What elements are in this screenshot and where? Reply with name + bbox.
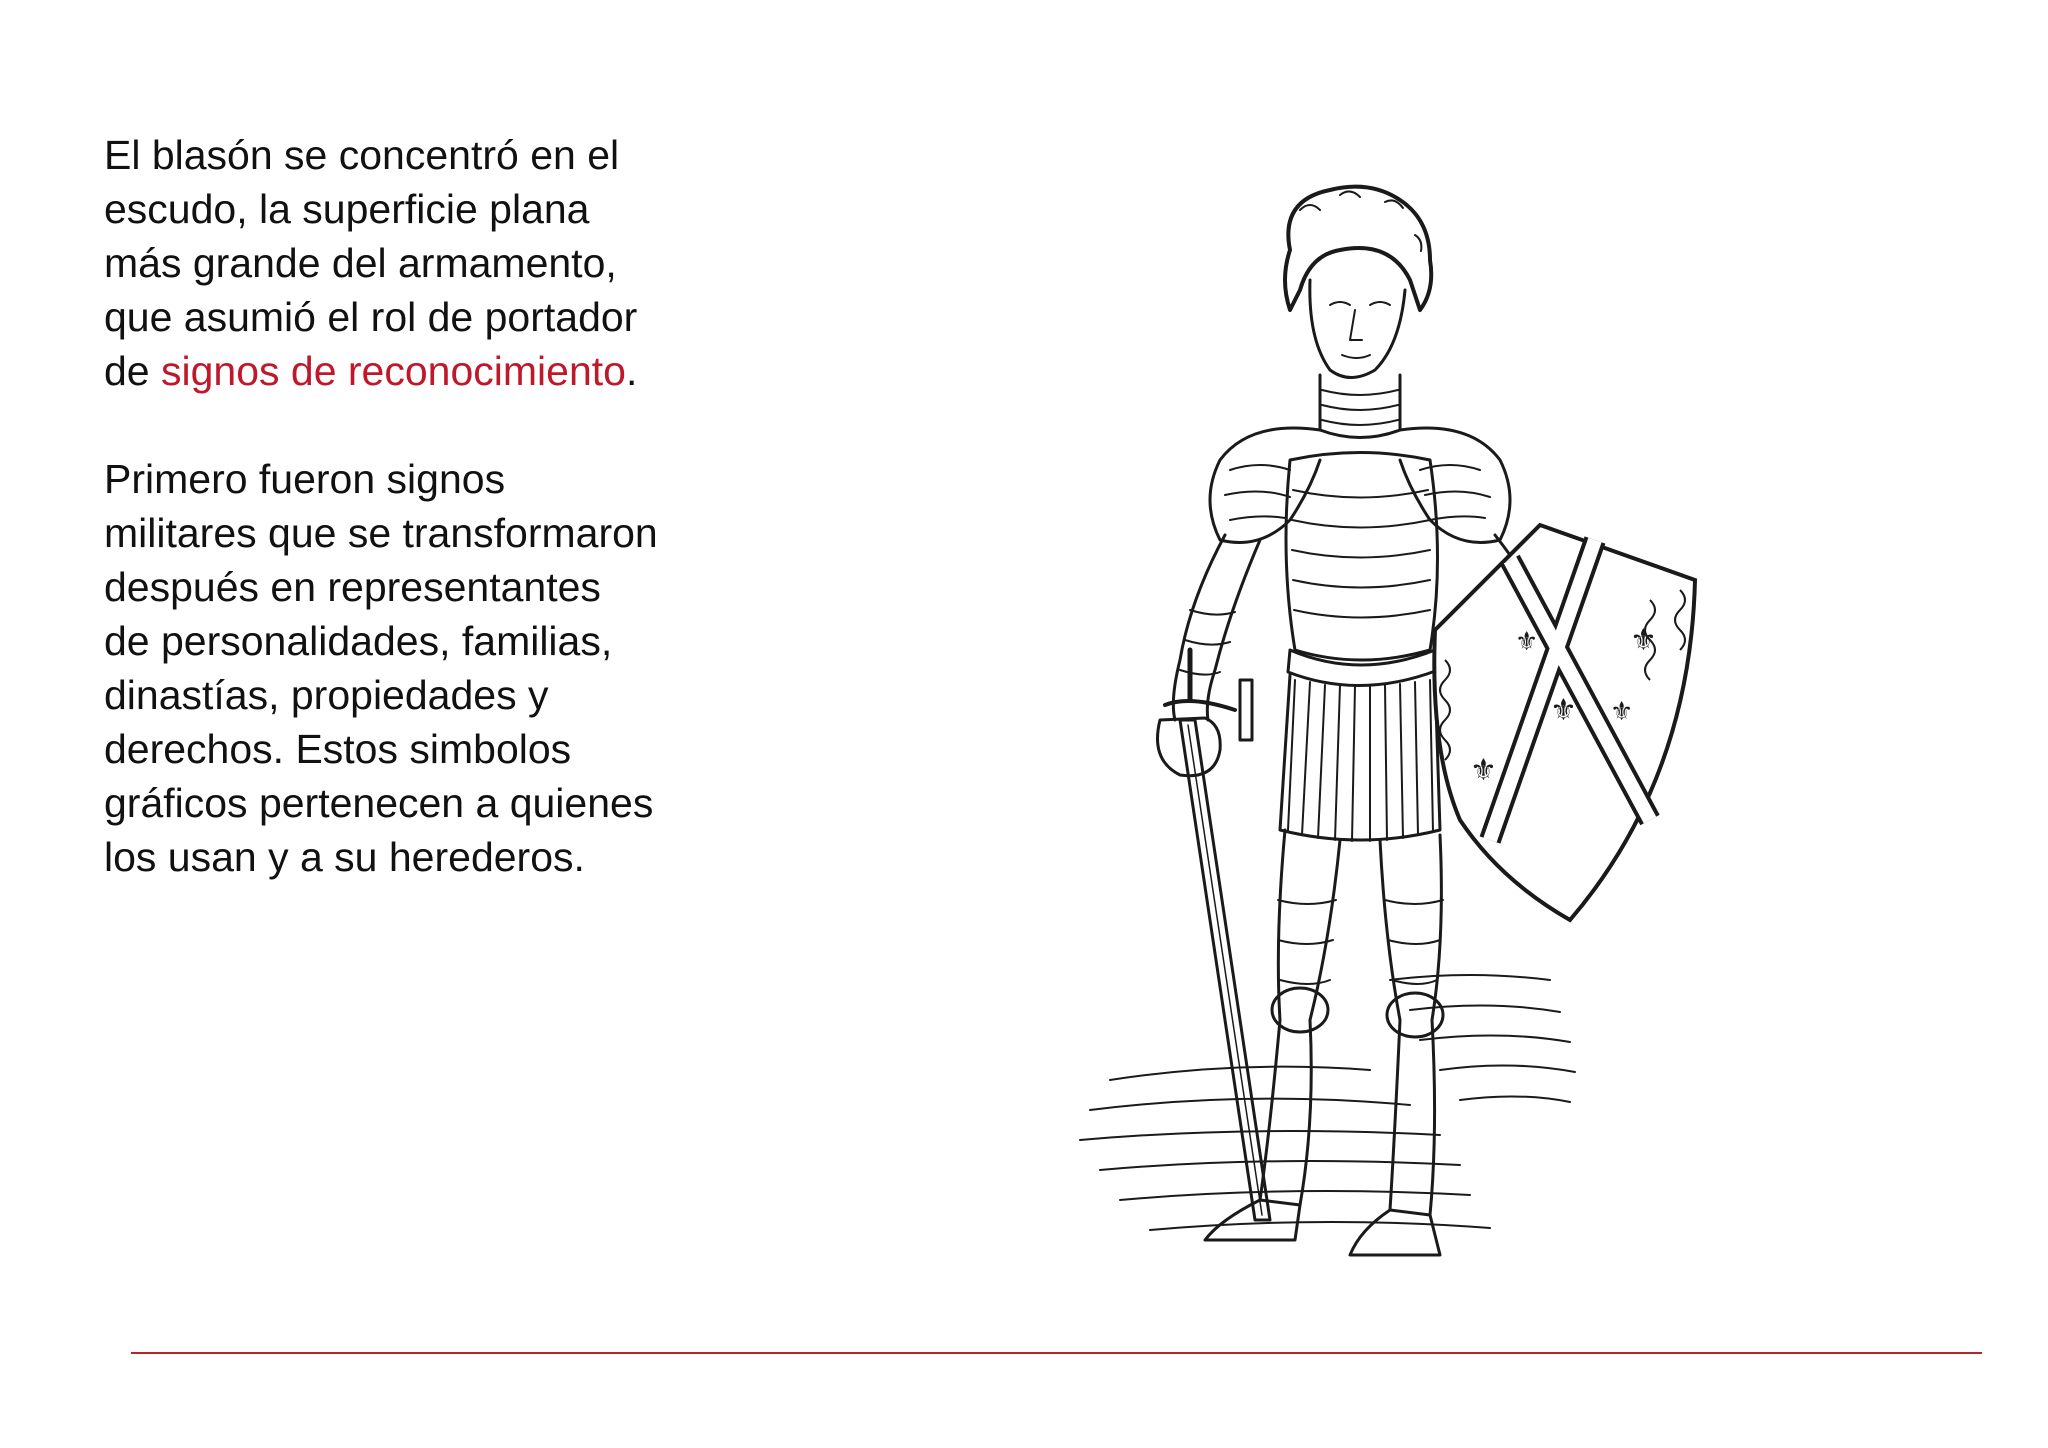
text-column [104,128,744,884]
text-line [104,344,744,398]
text-fragment: de [104,348,161,394]
text-line: más grande del armamento, [104,240,617,286]
text-line: militares que se transformaron [104,510,658,556]
text-line: de personalidades, familias, [104,618,613,664]
gorget [1320,375,1400,438]
bottom-divider [131,1352,1982,1354]
face [1310,280,1405,378]
svg-text:⚜: ⚜ [1470,753,1497,788]
sword [1165,650,1270,1220]
knight-in-armor-icon [990,180,1710,1320]
svg-text:⚜: ⚜ [1550,693,1577,728]
left-pauldron [1210,428,1320,543]
highlight-link-text: signos de reconocimiento [161,348,626,394]
svg-text:⚜: ⚜ [1515,627,1539,657]
paragraph-blazon [104,128,744,398]
text-line: escudo, la superficie plana [104,186,590,232]
right-foot [1350,1210,1440,1255]
svg-text:⚜: ⚜ [1610,697,1634,727]
dagger [1240,680,1252,740]
svg-text:⚜: ⚜ [1630,623,1657,658]
breastplate [1286,453,1438,661]
left-arm [1173,535,1225,720]
text-line: gráficos pertenecen a quienes [104,780,654,826]
text-line: dinastías, propiedades y [104,672,549,718]
text-line: El blasón se concentró en el [104,132,620,178]
text-line: derechos. Estos simbolos [104,726,572,772]
text-line: Primero fueron signos [104,456,506,502]
right-pauldron [1400,428,1510,543]
fleur-de-lis-shield-icon [1434,525,1695,920]
text-line: los usan y a su herederos. [104,834,585,880]
text-line: que asumió el rol de portador [104,294,638,340]
paragraph-signs [104,452,744,884]
text-fragment: . [625,348,638,394]
text-line: después en representantes [104,564,601,610]
